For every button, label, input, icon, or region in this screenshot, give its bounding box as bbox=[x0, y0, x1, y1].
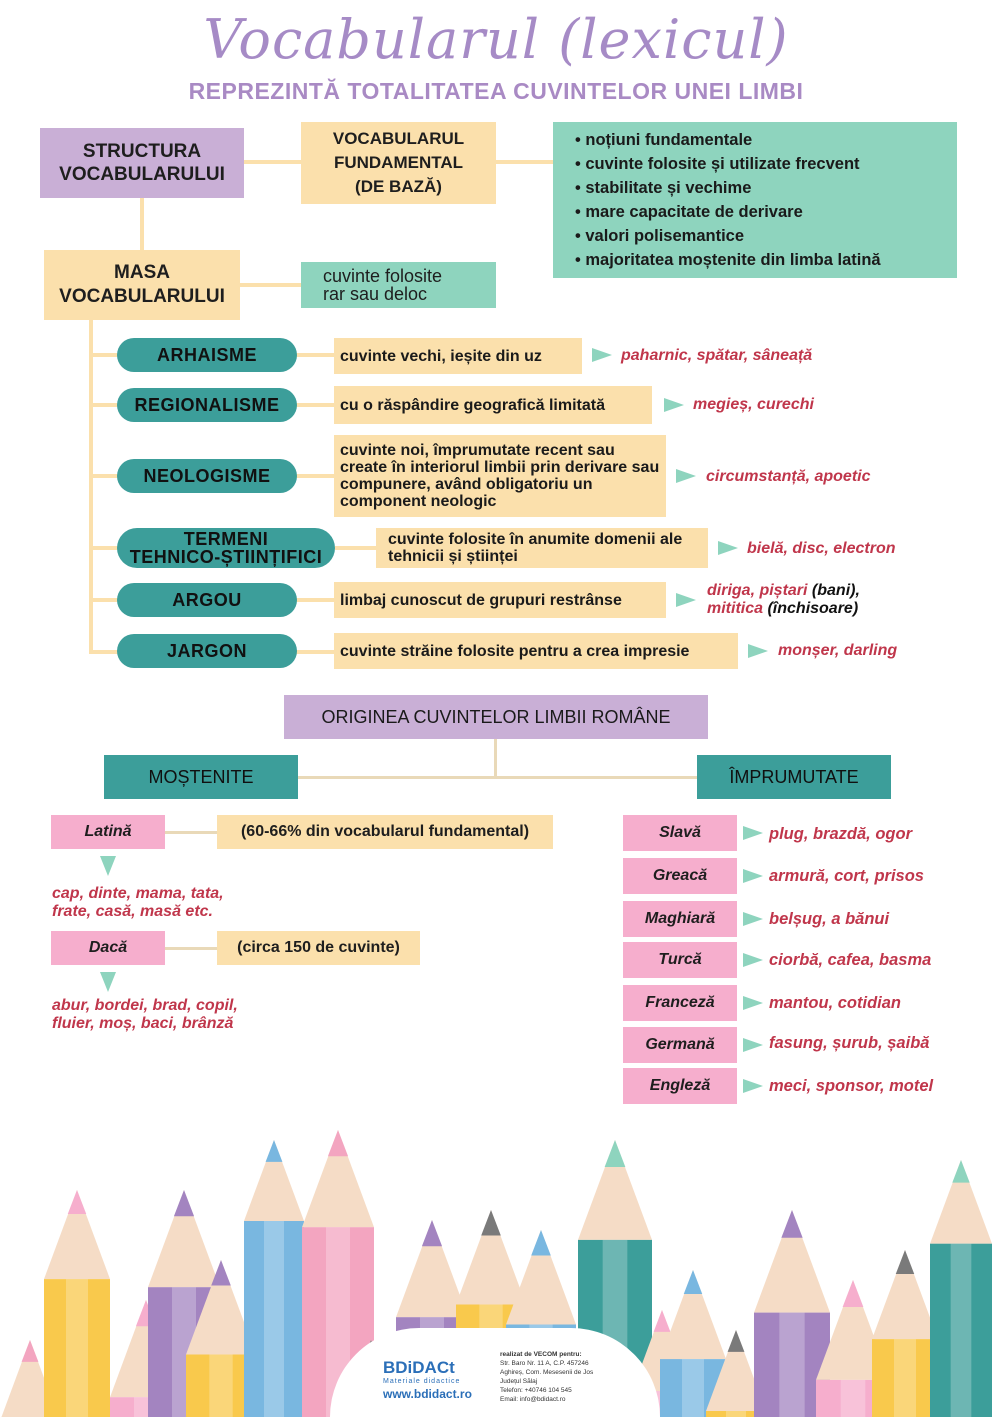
category-jargon: JARGON bbox=[117, 634, 297, 668]
pencil-stripe bbox=[682, 1359, 704, 1417]
arrow-icon bbox=[718, 541, 738, 555]
pencil-tip bbox=[781, 1210, 802, 1238]
pencil-tip bbox=[684, 1270, 702, 1294]
features-list bbox=[575, 128, 881, 272]
connector-line bbox=[335, 546, 377, 550]
connector-line bbox=[89, 403, 119, 407]
lang-engleza-examples: meci, sponsor, motel bbox=[769, 1077, 934, 1095]
masa-definition-box bbox=[301, 262, 496, 308]
examples-regionalisme: megieș, curechi bbox=[693, 396, 814, 413]
dacian-note: (circa 150 de cuvinte) bbox=[217, 931, 420, 965]
pencil-tip bbox=[531, 1230, 551, 1256]
argou-example-2: mititica bbox=[707, 600, 764, 617]
arrow-icon bbox=[743, 826, 763, 840]
pencil-tip bbox=[843, 1280, 864, 1307]
features-box bbox=[553, 122, 957, 278]
connector-line bbox=[165, 947, 217, 950]
lang-maghiara-examples: belșug, a bănui bbox=[769, 910, 890, 928]
argou-example-1-meaning: (bani), bbox=[811, 582, 860, 599]
pencil-stripe bbox=[951, 1244, 972, 1417]
category-arhaisme: ARHAISME bbox=[117, 338, 297, 372]
arrow-icon bbox=[743, 953, 763, 967]
email: Email: info@bdidact.ro bbox=[500, 1396, 566, 1403]
fundamental-line2: FUNDAMENTAL bbox=[333, 153, 464, 172]
lang-slava: Slavă bbox=[623, 815, 737, 851]
pencil-stripe bbox=[209, 1355, 232, 1417]
pencil-tip bbox=[174, 1190, 194, 1216]
pencil-stripe bbox=[894, 1339, 916, 1417]
lang-maghiara: Maghiară bbox=[623, 901, 737, 937]
category-termeni-line1: TERMENI bbox=[183, 529, 269, 549]
pencil-tip bbox=[266, 1140, 283, 1162]
dacian-label: Dacă bbox=[51, 931, 165, 965]
definition-neologisme: cuvinte noi, împrumutate recent sau create în interiorul limbii prin derivare sau compunere, având obligatoriu un component neologic bbox=[334, 435, 666, 517]
brand-url: www.bdidact.ro bbox=[383, 1387, 472, 1401]
pencil-tip bbox=[952, 1160, 969, 1183]
connector-line bbox=[89, 546, 119, 550]
connector-line bbox=[495, 160, 555, 164]
lang-franceza-examples: mantou, cotidian bbox=[769, 994, 901, 1012]
fundamental-line3: (DE BAZĂ) bbox=[355, 177, 442, 196]
definition-regionalisme: cu o răspândire geografică limitată bbox=[334, 386, 652, 424]
masa-box bbox=[44, 250, 240, 320]
connector-line bbox=[296, 474, 336, 478]
connector-line bbox=[165, 831, 217, 834]
category-neologisme: NEOLOGISME bbox=[117, 459, 297, 493]
made-for: realizat de VECOM pentru: bbox=[500, 1351, 582, 1358]
arrow-icon bbox=[743, 996, 763, 1010]
arrow-icon bbox=[664, 398, 684, 412]
connector-line bbox=[494, 739, 497, 777]
pencil-tip bbox=[328, 1130, 348, 1156]
contact-info bbox=[500, 1350, 650, 1404]
latin-note: (60-66% din vocabularul fundamental) bbox=[217, 815, 553, 849]
arrow-icon bbox=[676, 469, 696, 483]
address-line1: Str. Baro Nr. 11 A, C.P. 457246 bbox=[500, 1360, 589, 1367]
pencil-stripe bbox=[726, 1411, 746, 1417]
dacian-examples bbox=[52, 997, 238, 1033]
dacian-examples-line1: abur, bordei, brad, copil, bbox=[52, 997, 238, 1014]
lang-turca-examples: ciorbă, cafea, basma bbox=[769, 951, 932, 969]
dacian-examples-line2: fluier, moș, baci, brânză bbox=[52, 1015, 234, 1032]
fundamental-line1: VOCABULARUL bbox=[332, 129, 465, 148]
brand-name: BDiDACt bbox=[383, 1358, 455, 1377]
arrow-icon bbox=[748, 644, 768, 658]
feature-item: • stabilitate și vechime bbox=[575, 176, 881, 200]
arrow-icon bbox=[743, 869, 763, 883]
arrow-icon bbox=[743, 1038, 763, 1052]
connector-line bbox=[298, 776, 698, 779]
lang-turca: Turcă bbox=[623, 942, 737, 978]
lang-germana-examples: fasung, șurub, șaibă bbox=[769, 1034, 930, 1052]
examples-termeni: bielă, disc, electron bbox=[747, 540, 896, 557]
examples-argou bbox=[707, 582, 860, 618]
argou-example-2-meaning: (închisoare) bbox=[767, 600, 859, 617]
pencil-stripe bbox=[264, 1221, 284, 1417]
category-regionalisme: REGIONALISME bbox=[117, 388, 297, 422]
pencil-tip bbox=[728, 1330, 745, 1352]
pencil-stripe bbox=[841, 1380, 866, 1417]
definition-jargon: cuvinte străine folosite pentru a crea impresie bbox=[334, 633, 738, 669]
connector-line bbox=[296, 598, 336, 602]
pencil-tip bbox=[605, 1140, 626, 1167]
lang-franceza: Franceză bbox=[623, 985, 737, 1021]
pencil-tip bbox=[422, 1220, 442, 1246]
connector-line bbox=[89, 353, 119, 357]
address-line2: Aghireș, Com. Mesesenii de Jos bbox=[500, 1369, 594, 1376]
examples-neologisme: circumstanță, apoetic bbox=[706, 468, 871, 485]
argou-example-1: diriga, piștari bbox=[707, 582, 808, 599]
pencil-tip bbox=[68, 1190, 86, 1214]
masa-def-line2: rar sau deloc bbox=[323, 284, 428, 304]
pencil-tip bbox=[896, 1250, 914, 1274]
category-termeni-line2: TEHNICO-ȘTIINȚIFICI bbox=[129, 547, 323, 567]
connector-line bbox=[140, 198, 144, 252]
examples-arhaisme: paharnic, spătar, sâneață bbox=[621, 347, 813, 364]
arrow-icon bbox=[743, 912, 763, 926]
connector-line bbox=[243, 160, 303, 164]
structure-label-line2: VOCABULARULUI bbox=[59, 164, 225, 185]
feature-item: • mare capacitate de derivare bbox=[575, 200, 881, 224]
arrow-down-icon bbox=[100, 856, 116, 876]
feature-item: • valori polisemantice bbox=[575, 224, 881, 248]
category-termeni bbox=[117, 528, 335, 568]
connector-line bbox=[296, 403, 336, 407]
definition-termeni: cuvinte folosite în anumite domenii ale tehnicii și științei bbox=[376, 528, 708, 568]
feature-item: • cuvinte folosite și utilizate frecvent bbox=[575, 152, 881, 176]
fundamental-box bbox=[301, 122, 496, 204]
arrow-down-icon bbox=[100, 972, 116, 992]
inherited-box: MOȘTENITE bbox=[104, 755, 298, 799]
definition-argou: limbaj cunoscut de grupuri restrânse bbox=[334, 582, 666, 618]
masa-def-line1: cuvinte folosite bbox=[323, 266, 443, 286]
latin-examples bbox=[52, 885, 224, 921]
pencil-tip bbox=[481, 1210, 501, 1236]
origin-title: ORIGINEA CUVINTELOR LIMBII ROMÂNE bbox=[284, 695, 708, 739]
masa-line2: VOCABULARULUI bbox=[59, 286, 225, 307]
latin-examples-line1: cap, dinte, mama, tata, bbox=[52, 885, 224, 902]
feature-item: • noțiuni fundamentale bbox=[575, 128, 881, 152]
lang-greaca-examples: armură, cort, prisos bbox=[769, 867, 924, 885]
connector-line bbox=[89, 474, 119, 478]
connector-line bbox=[89, 650, 119, 654]
connector-line bbox=[89, 598, 119, 602]
lang-engleza: Engleză bbox=[623, 1068, 737, 1104]
pencil-tip bbox=[654, 1310, 671, 1332]
pencil-stripe bbox=[66, 1279, 88, 1417]
borrowed-box: ÎMPRUMUTATE bbox=[697, 755, 891, 799]
brand-logo bbox=[383, 1358, 493, 1401]
connector-line bbox=[89, 320, 93, 654]
arrow-icon bbox=[592, 348, 612, 362]
connector-line bbox=[239, 283, 303, 287]
latin-label: Latină bbox=[51, 815, 165, 849]
pencil-stripe bbox=[779, 1313, 804, 1417]
masa-line1: MASA bbox=[114, 262, 170, 283]
lang-germana: Germană bbox=[623, 1027, 737, 1063]
structure-label-line1: STRUCTURA bbox=[82, 141, 202, 162]
phone: Telefon: +40746 104 545 bbox=[500, 1387, 572, 1394]
structure-box bbox=[40, 128, 244, 198]
arrow-icon bbox=[676, 593, 696, 607]
examples-jargon: monșer, darling bbox=[778, 642, 898, 659]
brand-tagline: Materiale didactice bbox=[383, 1378, 461, 1385]
definition-arhaisme: cuvinte vechi, ieșite din uz bbox=[334, 338, 582, 374]
page-subtitle: REPREZINTĂ TOTALITATEA CUVINTELOR UNEI LIMBI bbox=[188, 78, 804, 104]
lang-slava-examples: plug, brazdă, ogor bbox=[769, 825, 912, 843]
connector-line bbox=[296, 353, 336, 357]
address-line3: Județul Sălaj bbox=[500, 1378, 538, 1385]
connector-line bbox=[296, 650, 336, 654]
feature-item: • majoritatea moștenite din limba latină bbox=[575, 248, 881, 272]
page-title: Vocabularul (lexicul) bbox=[203, 8, 789, 71]
category-argou: ARGOU bbox=[117, 583, 297, 617]
latin-examples-line2: frate, casă, masă etc. bbox=[52, 903, 213, 920]
arrow-icon bbox=[743, 1079, 763, 1093]
lang-greaca: Greacă bbox=[623, 858, 737, 894]
pencil-tip bbox=[22, 1340, 39, 1362]
